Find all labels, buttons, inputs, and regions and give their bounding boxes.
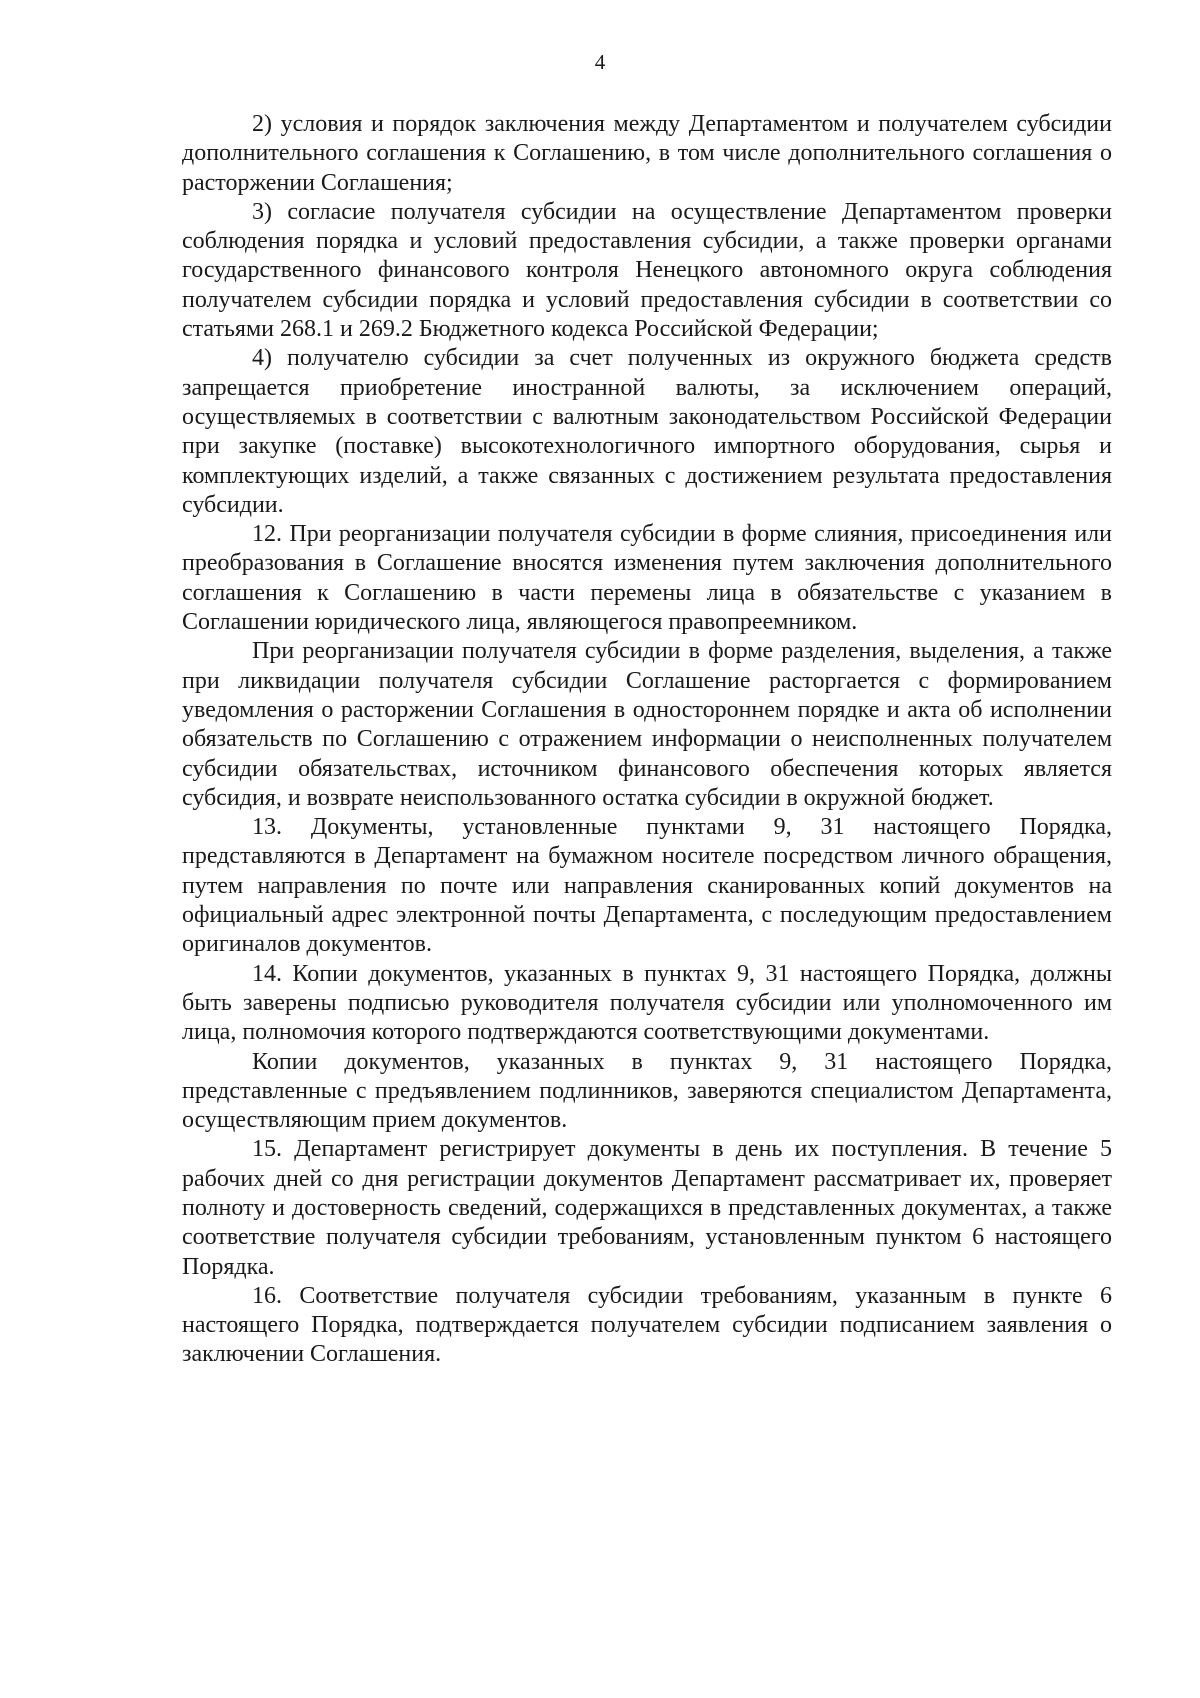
paragraph-item-14-continued: Копии документов, указанных в пунктах 9, 31 настоящего Порядка, представленные с предъявлением подлинников, заверяются специалистом Департамента, осуществляющим прием документов. (182, 1048, 1112, 1134)
document-body (182, 110, 1112, 1370)
paragraph-item-13: 13. Документы, установленные пунктами 9, 31 настоящего Порядка, представляются в Департамент на бумажном носителе посредством личного обращения, путем направления по почте или направления сканированных копий документов на официальный адрес электронной почты Департамента, с последующим предоставлением оригиналов документов. (182, 814, 1112, 958)
paragraph-item-15: 15. Департамент регистрирует документы в день их поступления. В течение 5 рабочих дней со дня регистрации документов Департамент рассматривает их, проверяет полноту и достоверность сведений, содержащихся в представленных документах, а также соответствие получателя субсидии требованиям, установленным пунктом 6 настоящего Порядка. (182, 1136, 1112, 1280)
paragraph-item-14: 14. Копии документов, указанных в пунктах 9, 31 настоящего Порядка, должны быть заверены подписью руководителя получателя субсидии или уполномоченного им лица, полномочия которого подтверждаются соответствующими документами. (182, 960, 1112, 1046)
paragraph-clause-3: 3) согласие получателя субсидии на осуществление Департаментом проверки соблюдения порядка и условий предоставления субсидии, а также проверки органами государственного финансового контроля Ненецкого автономного округа соблюдения получателем субсидии порядка и условий предоставления субсидии в соответствии со статьями 268.1 и 269.2 Бюджетного кодекса Российской Федерации; (182, 198, 1112, 343)
page-number: 4 (594, 50, 606, 74)
paragraph-item-16: 16. Соответствие получателя субсидии требованиям, указанным в пункте 6 настоящего Порядка, подтверждается получателем субсидии подписанием заявления о заключении Соглашения. (182, 1282, 1112, 1368)
paragraph-item-12: 12. При реорганизации получателя субсидии в форме слияния, присоединения или преобразования в Соглашение вносятся изменения путем заключения дополнительного соглашения к Соглашению в части перемены лица в обязательстве с указанием в Соглашении юридического лица, являющегося правопреемником. (182, 521, 1112, 636)
paragraph-item-12-continued: При реорганизации получателя субсидии в форме разделения, выделения, а также при ликвидации получателя субсидии Соглашение расторгается с формированием уведомления о расторжении Соглашения в одностороннем порядке и акта об исполнении обязательств по Соглашению с отражением информации о неисполненных получателем субсидии обязательствах, источником финансового обеспечения которых является субсидия, и возврате неиспользованного остатка субсидии в окружной бюджет. (182, 638, 1112, 811)
paragraph-clause-4: 4) получателю субсидии за счет полученных из окружного бюджета средств запрещается приобретение иностранной валюты, за исключением операций, осуществляемых в соответствии с валютным законодательством Российской Федерации при закупке (поставке) высокотехнологичного импортного оборудования, сырья и комплектующих изделий, а также связанных с достижением результата предоставления субсидии. (182, 345, 1112, 518)
paragraph-clause-2: 2) условия и порядок заключения между Департаментом и получателем субсидии дополнительного соглашения к Соглашению, в том числе дополнительного соглашения о расторжении Соглашения; (182, 111, 1112, 196)
